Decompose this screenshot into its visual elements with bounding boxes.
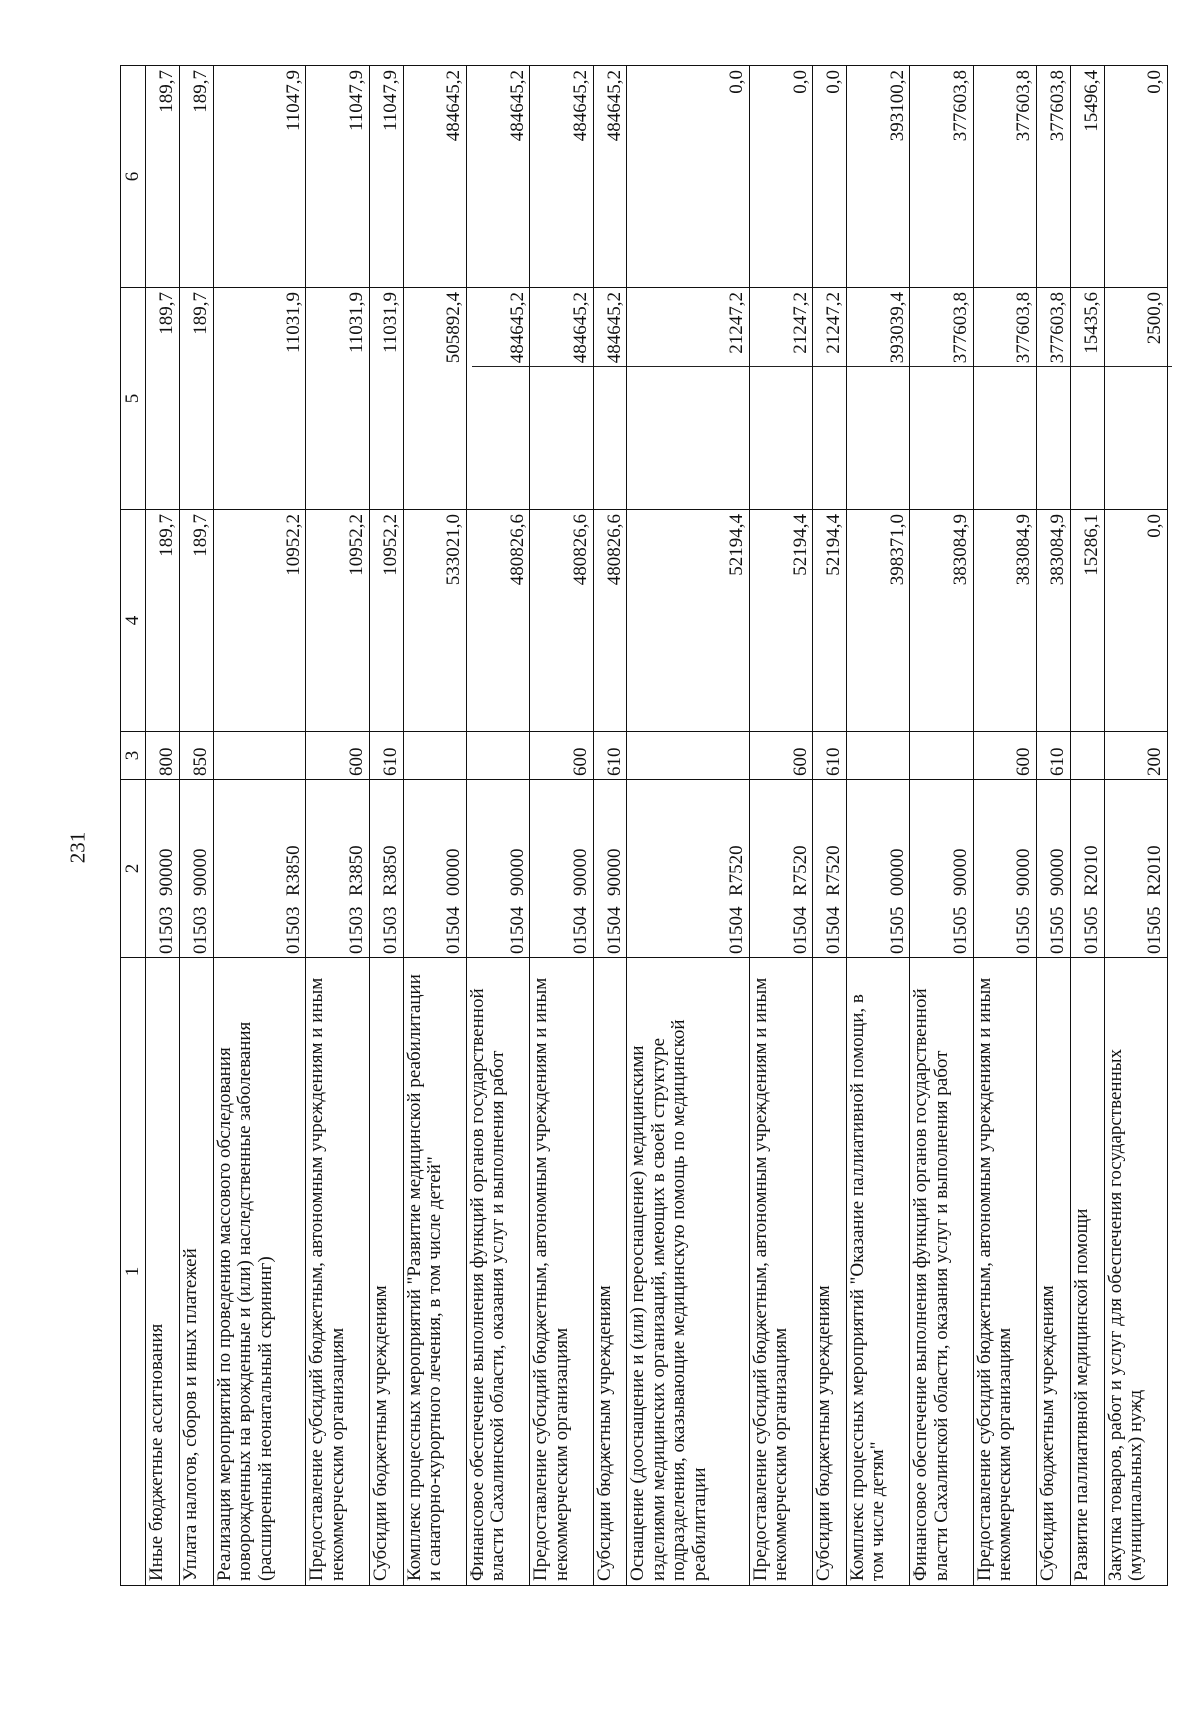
- value-col-5: 21247,2: [813, 288, 847, 510]
- row-code: [1104, 780, 1168, 958]
- value-col-6: 0,0: [1104, 66, 1168, 288]
- value-col-5: 393039,4: [846, 288, 909, 510]
- expense-type-code: 600: [749, 732, 812, 780]
- row-code: [530, 780, 593, 958]
- value-col-6: 0,0: [749, 66, 812, 288]
- expense-type-code: 610: [593, 732, 627, 780]
- table-row: [403, 66, 466, 1586]
- program-code: 01503: [156, 906, 178, 954]
- value-col-6: 393100,2: [846, 66, 909, 288]
- program-code: 01504: [823, 906, 845, 954]
- direction-code: 90000: [1013, 848, 1035, 896]
- value-col-5: 11031,9: [306, 288, 369, 510]
- row-code: [306, 780, 369, 958]
- value-col-4: 10952,2: [306, 510, 369, 732]
- direction-code: R7520: [789, 845, 811, 896]
- expense-type-code: [846, 732, 909, 780]
- value-col-5: 484645,2: [466, 288, 529, 510]
- row-description: Иные бюджетные ассигнования: [146, 958, 180, 1586]
- row-code: [627, 780, 749, 958]
- value-col-5: 15435,6: [1070, 288, 1104, 510]
- table-row: [910, 66, 973, 1586]
- program-code: 01504: [726, 906, 748, 954]
- value-col-6: 11047,9: [306, 66, 369, 288]
- row-description: Субсидии бюджетным учреждениям: [369, 958, 403, 1586]
- table-row: [179, 66, 213, 1586]
- expense-type-code: 610: [369, 732, 403, 780]
- program-code: 01504: [789, 906, 811, 954]
- value-col-5: 21247,2: [749, 288, 812, 510]
- table-row: [1070, 66, 1104, 1586]
- value-col-5: 377603,8: [1036, 288, 1070, 510]
- header-col-6: 6: [121, 66, 146, 288]
- expense-type-code: [466, 732, 529, 780]
- direction-code: R3850: [282, 845, 304, 896]
- row-description: Предоставление субсидий бюджетным, автономным учреждениям и иным некоммерческим организациям: [749, 958, 812, 1586]
- table-body: [146, 66, 1168, 1586]
- value-col-6: 484645,2: [466, 66, 529, 288]
- row-code: [749, 780, 812, 958]
- program-code: 01504: [603, 906, 625, 954]
- value-col-6: 0,0: [813, 66, 847, 288]
- header-col-4: 4: [121, 510, 146, 732]
- expense-type-code: [1070, 732, 1104, 780]
- row-description: Финансовое обеспечение выполнения функций органов государственной власти Сахалинской области, оказания услуг и выполнения работ: [466, 958, 529, 1586]
- direction-code: R7520: [823, 845, 845, 896]
- value-col-4: 10952,2: [369, 510, 403, 732]
- value-col-5: 189,7: [146, 288, 180, 510]
- expense-type-code: 800: [146, 732, 180, 780]
- page-number: 231: [65, 831, 90, 864]
- table-row: [593, 66, 627, 1586]
- expense-type-code: 600: [530, 732, 593, 780]
- table-row: [530, 66, 593, 1586]
- value-col-5: 21247,2: [627, 288, 749, 510]
- program-code: 01503: [346, 906, 368, 954]
- header-row: [121, 66, 146, 1586]
- value-col-6: 377603,8: [910, 66, 973, 288]
- program-code: 01505: [1144, 906, 1166, 954]
- program-code: 01505: [1047, 906, 1069, 954]
- header-col-3: 3: [121, 732, 146, 780]
- table-row: [813, 66, 847, 1586]
- row-code: [466, 780, 529, 958]
- value-col-5: 189,7: [179, 288, 213, 510]
- row-description: Предоставление субсидий бюджетным, автономным учреждениям и иным некоммерческим организациям: [973, 958, 1036, 1586]
- expense-type-code: 610: [813, 732, 847, 780]
- row-code: [1036, 780, 1070, 958]
- value-col-6: 0,0: [627, 66, 749, 288]
- value-col-5: 11031,9: [213, 288, 306, 510]
- value-col-4: 189,7: [179, 510, 213, 732]
- budget-table: [120, 65, 1168, 1586]
- value-col-5: 484645,2: [593, 288, 627, 510]
- table-row: [627, 66, 749, 1586]
- row-description: Реализация мероприятий по проведению массового обследования новорожденных на врожденные и (или) наследственные заболевания (расширенный неонатальный скрининг): [213, 958, 306, 1586]
- program-code: 01505: [950, 906, 972, 954]
- value-col-4: 480826,6: [530, 510, 593, 732]
- expense-type-code: [910, 732, 973, 780]
- expense-type-code: 610: [1036, 732, 1070, 780]
- value-col-6: 11047,9: [213, 66, 306, 288]
- table-row: [466, 66, 529, 1586]
- row-description: Финансовое обеспечение выполнения функций органов государственной власти Сахалинской области, оказания услуг и выполнения работ: [910, 958, 973, 1586]
- program-code: 01505: [1080, 906, 1102, 954]
- direction-code: 90000: [603, 848, 625, 896]
- value-col-4: 383084,9: [973, 510, 1036, 732]
- row-code: [213, 780, 306, 958]
- value-col-6: 484645,2: [530, 66, 593, 288]
- direction-code: R7520: [726, 845, 748, 896]
- table-row: [146, 66, 180, 1586]
- direction-code: R3850: [380, 845, 402, 896]
- direction-code: 90000: [1047, 848, 1069, 896]
- row-description: Предоставление субсидий бюджетным, автономным учреждениям и иным некоммерческим организациям: [530, 958, 593, 1586]
- direction-code: 00000: [443, 848, 465, 896]
- table-row: [1104, 66, 1168, 1586]
- value-col-6: 189,7: [179, 66, 213, 288]
- row-code: [973, 780, 1036, 958]
- rotated-page-content: [120, 66, 1168, 1586]
- expense-type-code: 600: [973, 732, 1036, 780]
- value-col-4: 189,7: [146, 510, 180, 732]
- program-code: 01504: [506, 906, 528, 954]
- row-code: [593, 780, 627, 958]
- table-row: [306, 66, 369, 1586]
- direction-code: 90000: [156, 848, 178, 896]
- direction-code: 00000: [886, 848, 908, 896]
- table-row: [749, 66, 812, 1586]
- value-col-6: 377603,8: [973, 66, 1036, 288]
- table-row: [973, 66, 1036, 1586]
- value-col-4: 383084,9: [1036, 510, 1070, 732]
- value-col-4: 480826,6: [466, 510, 529, 732]
- table-row: [846, 66, 909, 1586]
- program-code: 01503: [190, 906, 212, 954]
- row-code: [403, 780, 466, 958]
- row-code: [846, 780, 909, 958]
- value-col-4: 480826,6: [593, 510, 627, 732]
- direction-code: R3850: [346, 845, 368, 896]
- row-code: [146, 780, 180, 958]
- expense-type-code: 600: [306, 732, 369, 780]
- table-row: [1036, 66, 1070, 1586]
- value-col-4: 533021,0: [403, 510, 466, 732]
- value-col-5: 377603,8: [973, 288, 1036, 510]
- direction-code: R2010: [1080, 845, 1102, 896]
- value-col-6: 484645,2: [403, 66, 466, 288]
- value-col-6: 484645,2: [593, 66, 627, 288]
- header-col-5: 5: [121, 288, 146, 510]
- value-col-5: 377603,8: [910, 288, 973, 510]
- direction-code: 90000: [190, 848, 212, 896]
- row-description: Предоставление субсидий бюджетным, автономным учреждениям и иным некоммерческим организациям: [306, 958, 369, 1586]
- direction-code: 90000: [506, 848, 528, 896]
- row-code: [179, 780, 213, 958]
- direction-code: 90000: [950, 848, 972, 896]
- value-col-5: 484645,2: [530, 288, 593, 510]
- program-code: 01505: [1013, 906, 1035, 954]
- header-col-2: 2: [121, 780, 146, 958]
- value-col-6: 377603,8: [1036, 66, 1070, 288]
- expense-type-code: [627, 732, 749, 780]
- program-code: 01504: [570, 906, 592, 954]
- value-col-4: 0,0: [1104, 510, 1168, 732]
- program-code: 01503: [380, 906, 402, 954]
- value-col-5: 11031,9: [369, 288, 403, 510]
- header-col-1: 1: [121, 958, 146, 1586]
- value-col-5: 505892,4: [403, 288, 466, 510]
- row-description: Субсидии бюджетным учреждениям: [1036, 958, 1070, 1586]
- value-col-4: 383084,9: [910, 510, 973, 732]
- program-code: 01504: [443, 906, 465, 954]
- value-col-4: 52194,4: [749, 510, 812, 732]
- table-row: [369, 66, 403, 1586]
- expense-type-code: [213, 732, 306, 780]
- program-code: 01505: [886, 906, 908, 954]
- value-col-4: 52194,4: [813, 510, 847, 732]
- row-description: Субсидии бюджетным учреждениям: [593, 958, 627, 1586]
- program-code: 01503: [282, 906, 304, 954]
- direction-code: 90000: [570, 848, 592, 896]
- row-description: Оснащение (дооснащение и (или) переоснащение) медицинскими изделиями медицинских организаций, имеющих в своей структуре подразделения, оказывающие медицинскую помощь по медицинской реабилитации: [627, 958, 749, 1586]
- table-row: [213, 66, 306, 1586]
- value-col-6: 189,7: [146, 66, 180, 288]
- row-code: [813, 780, 847, 958]
- direction-code: R2010: [1144, 845, 1166, 896]
- expense-type-code: 850: [179, 732, 213, 780]
- row-description: Развитие паллиативной медицинской помощи: [1070, 958, 1104, 1586]
- expense-type-code: [403, 732, 466, 780]
- value-col-5: 2500,0: [1104, 288, 1168, 510]
- row-description: Закупка товаров, работ и услуг для обеспечения государственных (муниципальных) нужд: [1104, 958, 1168, 1586]
- row-description: Комплекс процессных мероприятий "Развитие медицинской реабилитации и санаторно-курортного лечения, в том числе детей": [403, 958, 466, 1586]
- value-col-6: 15496,4: [1070, 66, 1104, 288]
- expense-type-code: 200: [1104, 732, 1168, 780]
- row-description: Комплекс процессных мероприятий "Оказание паллиативной помощи, в том числе детям": [846, 958, 909, 1586]
- row-description: Субсидии бюджетным учреждениям: [813, 958, 847, 1586]
- value-col-4: 398371,0: [846, 510, 909, 732]
- row-code: [369, 780, 403, 958]
- row-code: [910, 780, 973, 958]
- row-code: [1070, 780, 1104, 958]
- value-col-6: 11047,9: [369, 66, 403, 288]
- value-col-4: 10952,2: [213, 510, 306, 732]
- value-col-4: 15286,1: [1070, 510, 1104, 732]
- row-description: Уплата налогов, сборов и иных платежей: [179, 958, 213, 1586]
- value-col-4: 52194,4: [627, 510, 749, 732]
